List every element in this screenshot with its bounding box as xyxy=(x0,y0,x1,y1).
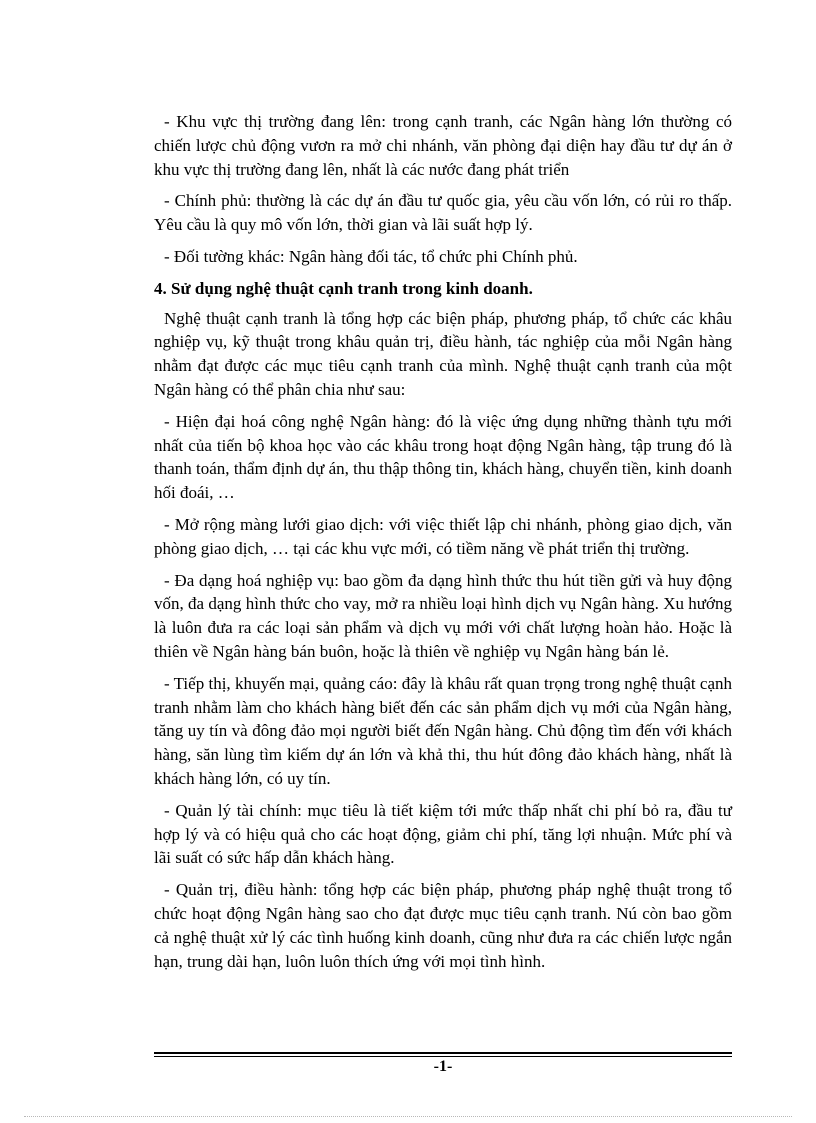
document-body xyxy=(154,110,732,981)
page-number: -1- xyxy=(433,1058,453,1075)
paragraph-marketing: - Tiếp thị, khuyến mại, quảng cáo: đây là khâu rất quan trọng trong nghệ thuật cạnh tranh nhằm làm cho khách hàng biết đến các sản phẩm dịch vụ mới của Ngân hàng, tăng uy tín và đông đảo mọi người biết đến Ngân hàng. Chủ động tìm đến với khách hàng, săn lùng tìm kiếm dự án lớn và khả thi, thu hút đông đảo khách hàng, nhất là khách hàng lớn, có uy tín. xyxy=(154,673,732,788)
paragraph-network-expansion: - Mở rộng màng lưới giao dịch: với việc thiết lập chi nhánh, phòng giao dịch, văn phòng giao dịch, … tại các khu vực mới, có tiềm năng về phát triển thị trường. xyxy=(154,514,732,558)
paragraph-emerging-markets: - Khu vực thị trường đang lên: trong cạnh tranh, các Ngân hàng lớn thường có chiến lược chủ động vươn ra mở chi nhánh, văn phòng đại diện hay đầu tư dự án ở khu vực thị trường đang lên, nhất là các nước đang phát triển xyxy=(154,112,732,179)
paragraph-other-partners: - Đối tường khác: Ngân hàng đối tác, tổ chức phi Chính phủ. xyxy=(164,246,578,266)
paragraph-modernization: - Hiện đại hoá công nghệ Ngân hàng: đó là việc ứng dụng những thành tựu mới nhất của tiến bộ khoa học vào các khâu trong hoạt động Ngân hàng, tập trung đó là thanh toán, thẩm định dự án, thu thập thông tin, khách hàng, chuyển tiền, kinh doanh hối đoái, … xyxy=(154,411,732,503)
paragraph-government: - Chính phủ: thường là các dự án đầu tư quốc gia, yêu cầu vốn lớn, có rủi ro thấp. Yêu cầu là quy mô vốn lớn, thời gian và lãi suất hợp lý. xyxy=(154,191,732,235)
footer-divider xyxy=(154,1052,732,1057)
paragraph-intro: Nghệ thuật cạnh tranh là tổng hợp các biện pháp, phương pháp, tổ chức các khâu nghiệp vụ, kỹ thuật trong khâu quản trị, điều hành, tác nghiệp của mỗi Ngân hàng nhằm đạt được các mục tiêu cạnh tranh của mình. Nghệ thuật cạnh tranh của một Ngân hàng có thể phân chia như sau: xyxy=(154,308,732,399)
section-heading: 4. Sử dụng nghệ thuật cạnh tranh trong kinh doanh. xyxy=(154,278,533,298)
paragraph-governance: - Quản trị, điều hành: tổng hợp các biện pháp, phương pháp nghệ thuật trong tổ chức hoạt động Ngân hàng sao cho đạt được mục tiêu cạnh tranh. Nú còn bao gồm cả nghệ thuật xử lý các tình huống kinh doanh, cũng như đưa ra các chiến lược ngắn hạn, trung dài hạn, luôn luôn thích ứng với mọi tình hình. xyxy=(154,880,732,971)
page-edge-line xyxy=(24,1116,792,1117)
paragraph-financial-management: - Quản lý tài chính: mục tiêu là tiết kiệm tới mức thấp nhất chi phí bỏ ra, đầu tư hợp lý và có hiệu quả cho các hoạt động, giảm chi phí, tăng lợi nhuận. Mức phí và lãi suất có sức hấp dẫn khách hàng. xyxy=(154,800,732,868)
paragraph-diversification: - Đa dạng hoá nghiệp vụ: bao gồm đa dạng hình thức thu hút tiền gửi và huy động vốn, đa dạng hình thức cho vay, mở ra nhiều loại hình dịch vụ Ngân hàng. Xu hướng là luôn đưa ra các loại sản phẩm và dịch vụ mới với chất lượng hoàn hảo. Hoặc là thiên về Ngân hàng bán buôn, hoặc là thiên về nghiệp vụ Ngân hàng bán lẻ. xyxy=(154,570,732,661)
